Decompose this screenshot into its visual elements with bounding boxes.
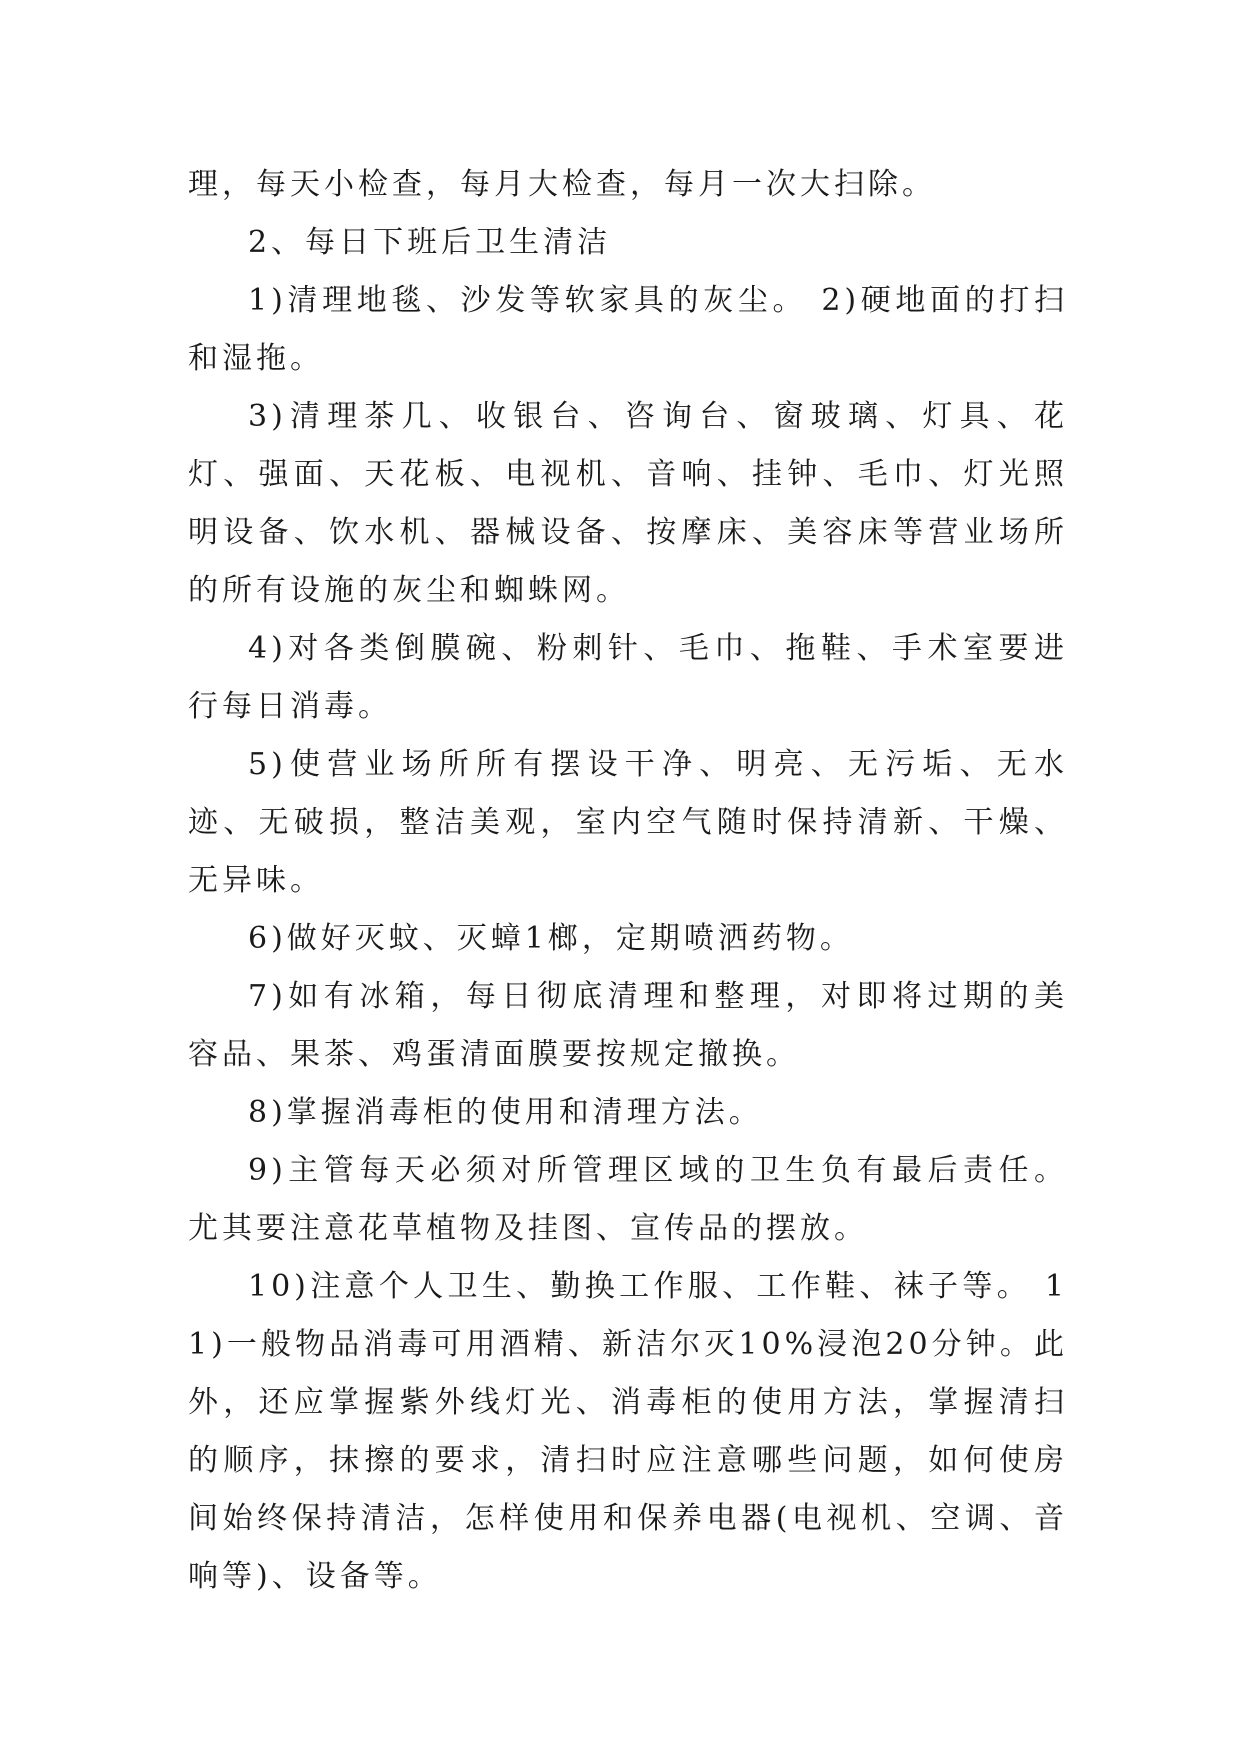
document-body bbox=[188, 156, 1068, 1606]
list-item-5: 5)使营业场所所有摆设干净、明亮、无污垢、无水迹、无破损，整洁美观，室内空气随时保持清新、干燥、无异味。 bbox=[188, 747, 1068, 898]
paragraph-continuation: 理，每天小检查，每月大检查，每月一次大扫除。 bbox=[188, 167, 936, 202]
list-item-4: 4)对各类倒膜碗、粉刺针、毛巾、拖鞋、手术室要进行每日消毒。 bbox=[188, 631, 1068, 724]
section-heading: 2、每日下班后卫生清洁 bbox=[248, 225, 612, 260]
list-item-7: 7)如有冰箱，每日彻底清理和整理，对即将过期的美容品、果茶、鸡蛋清面膜要按规定撤换。 bbox=[188, 979, 1068, 1072]
list-item-10-11: 10)注意个人卫生、勤换工作服、工作鞋、袜子等。 11)一般物品消毒可用酒精、新洁尔灭10%浸泡20分钟。此外，还应掌握紫外线灯光、消毒柜的使用方法，掌握清扫的顺序，抹擦的要求，清扫时应注意哪些问题，如何使房间始终保持清洁，怎样使用和保养电器(电视机、空调、音响等)、设备等。 bbox=[188, 1269, 1068, 1594]
list-item-6: 6)做好灭蚊、灭蟑1榔，定期喷洒药物。 bbox=[248, 921, 854, 956]
list-item-9: 9)主管每天必须对所管理区域的卫生负有最后责任。尤其要注意花草植物及挂图、宣传品的摆放。 bbox=[188, 1153, 1068, 1246]
list-item-1-2: 1)清理地毯、沙发等软家具的灰尘。 2)硬地面的打扫和湿拖。 bbox=[188, 283, 1068, 376]
list-item-3: 3)清理茶几、收银台、咨询台、窗玻璃、灯具、花灯、强面、天花板、电视机、音响、挂钟、毛巾、灯光照明设备、饮水机、器械设备、按摩床、美容床等营业场所的所有设施的灰尘和蜘蛛网。 bbox=[188, 399, 1068, 608]
list-item-8: 8)掌握消毒柜的使用和清理方法。 bbox=[248, 1095, 763, 1130]
